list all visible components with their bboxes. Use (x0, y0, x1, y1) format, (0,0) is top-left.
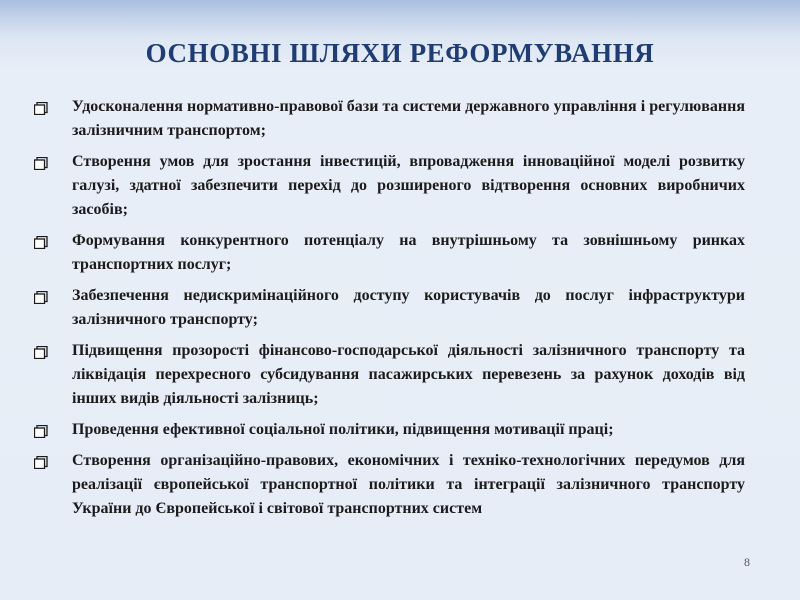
list-item (34, 449, 745, 521)
checkbox-square-icon (34, 291, 48, 304)
checkbox-square-icon (34, 102, 48, 115)
list-item (34, 229, 745, 277)
list-item-text: Створення умов для зростання інвестицій, впровадження інноваційної моделі розвитку галузі, здатної забезпечити перехід до розширеного відтворення основних виробничих засобів; (72, 153, 745, 218)
list-item (34, 418, 745, 442)
checkbox-square-icon (34, 157, 48, 170)
list-item (34, 339, 745, 411)
slide-title: ОСНОВНІ ШЛЯХИ РЕФОРМУВАННЯ (145, 38, 655, 68)
list-item-text: Удосконалення нормативно-правової бази та системи державного управління і регулювання залізничним транспортом; (72, 98, 745, 139)
checkbox-square-icon (34, 425, 48, 438)
list-item-text: Створення організаційно-правових, економічних і техніко-технологічних передумов для реалізації європейської транспортної політики та інтеграції залізничного транспорту України до Європейської і світової транспортних систем (72, 452, 745, 517)
list-item-text: Підвищення прозорості фінансово-господарської діяльності залізничного транспорту та ліквідація перехресного субсидування пасажирських перевезень за рахунок доходів від інших видів діяльності залізниць; (72, 342, 745, 407)
list-item-text: Формування конкурентного потенціалу на внутрішньому та зовнішньому ринках транспортних послуг; (72, 232, 745, 273)
checkbox-square-icon (34, 346, 48, 359)
checkbox-square-icon (34, 456, 48, 469)
list-item-text: Забезпечення недискримінаційного доступу користувачів до послуг інфраструктури залізничного транспорту; (72, 287, 745, 328)
reform-list (34, 95, 745, 528)
list-item (34, 95, 745, 143)
checkbox-square-icon (34, 236, 48, 249)
list-item (34, 150, 745, 222)
list-item (34, 284, 745, 332)
page-number: 8 (744, 555, 750, 569)
list-item-text: Проведення ефективної соціальної політики, підвищення мотивації праці; (72, 421, 614, 438)
